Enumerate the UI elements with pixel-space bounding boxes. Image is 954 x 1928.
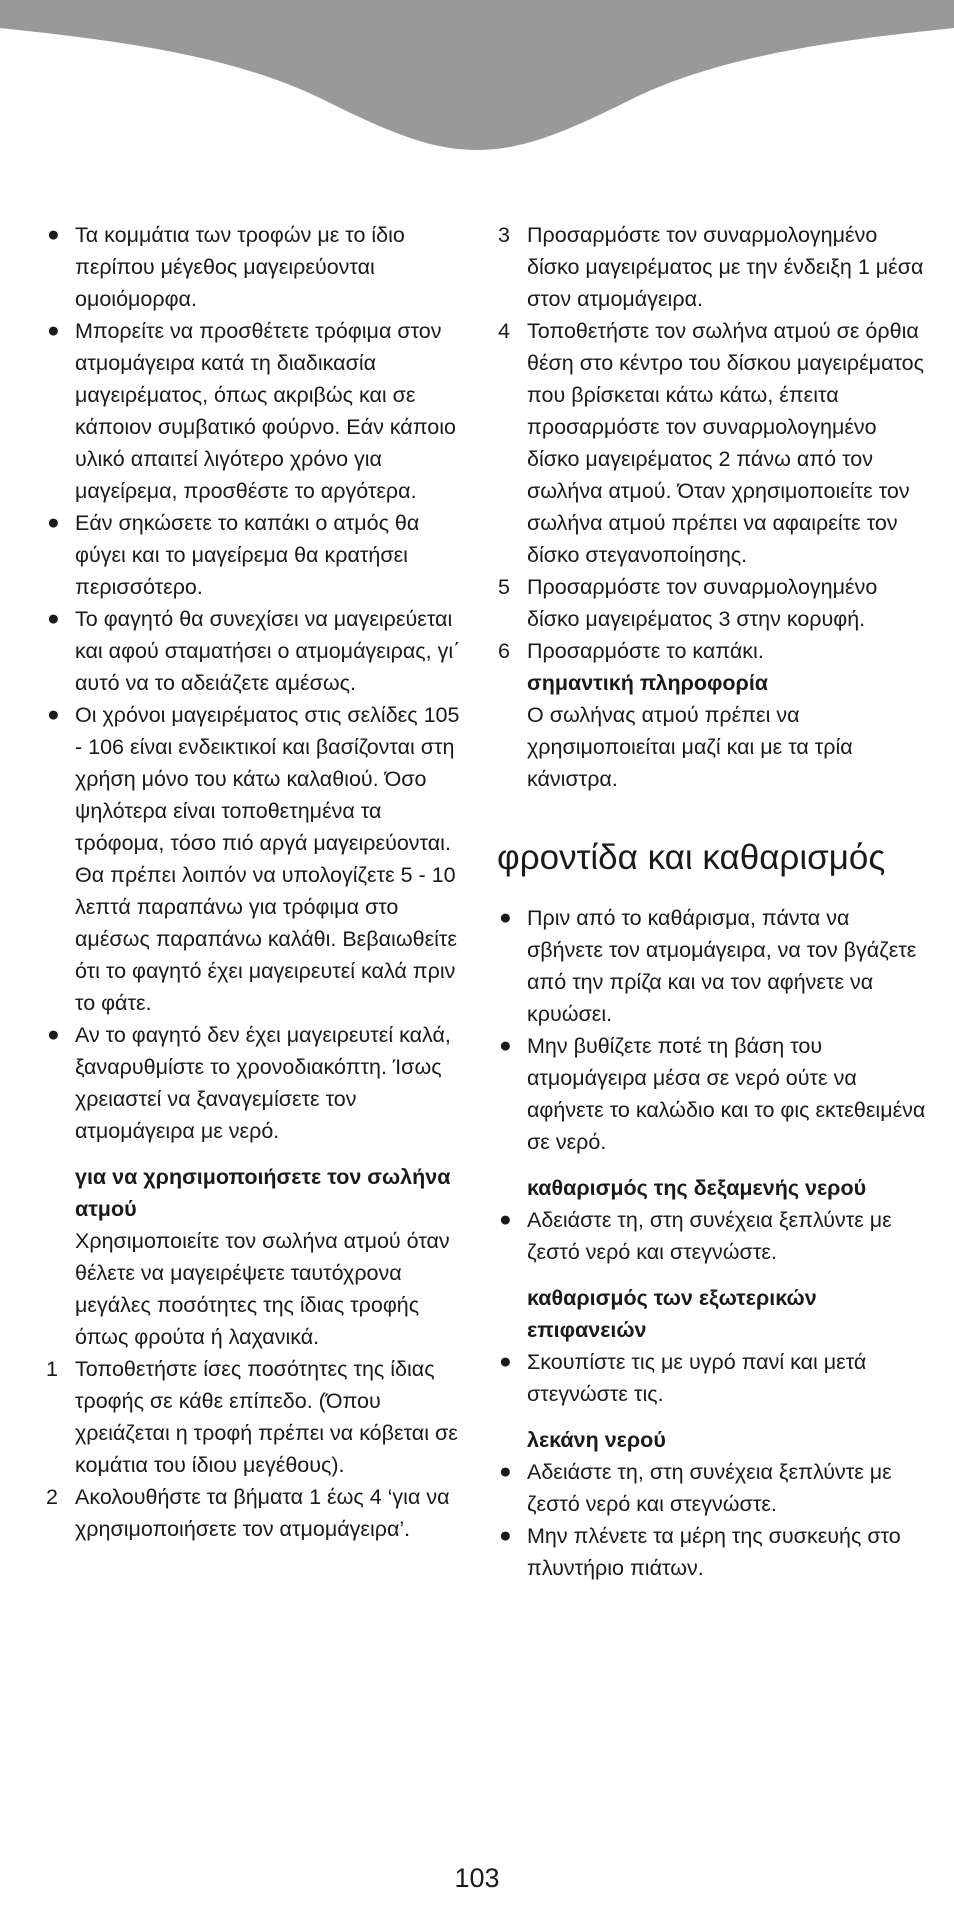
- list-item: [497, 902, 927, 1030]
- exterior-heading: καθαρισμός των εξωτερικών επιφανειών: [527, 1286, 817, 1342]
- tank-bullet-list: [497, 1204, 927, 1268]
- important-heading: σημαντική πληροφορία: [527, 671, 769, 695]
- list-item: [45, 219, 465, 315]
- right-column: [497, 219, 927, 1584]
- list-item: [497, 1456, 927, 1520]
- step-item: [497, 571, 927, 635]
- left-step-list: [45, 1353, 465, 1545]
- list-item: [45, 507, 465, 603]
- step-text: Τοποθετήστε ίσες ποσότητες της ίδιας τροφής σε κάθε επίπεδο. (Όπου χρειάζεται η τροφή πρέπει να κόβεται σε κομάτια του ίδιου μεγέθους).: [75, 1357, 458, 1477]
- step-text: Προσαρμόστε το καπάκι.: [527, 639, 764, 663]
- bullet-icon: ●: [499, 1208, 512, 1231]
- step-item: [497, 219, 927, 315]
- list-item-text: Μπορείτε να προσθέτετε τρόφιμα στον ατμομάγειρα κατά τη διαδικασία μαγειρέματος, όπως ακριβώς και σε κάποιον συμβατικό φούρνο. Εάν κάποιο υλικό απαιτεί λιγότερο χρόνο για μαγείρεμα, προσθέστε το αργότερα.: [75, 319, 456, 503]
- care-section-title: φροντίδα και καθαρισμός: [497, 838, 886, 877]
- list-item-text: Αν το φαγητό δεν έχει μαγειρευτεί καλά, ξαναρυθμίστε το χρονοδιακόπτη. Ίσως χρειαστεί να ξαναγεμίσετε τον ατμομάγειρα με νερό.: [75, 1023, 451, 1143]
- important-text: Ο σωλήνας ατμού πρέπει να χρησιμοποιείται μαζί και με τα τρία κάνιστρα.: [527, 703, 853, 791]
- left-column: [45, 219, 465, 1545]
- care-bullet-list: [497, 902, 927, 1158]
- list-item-text: Αδειάστε τη, στη συνέχεια ξεπλύντε με ζεστό νερό και στεγνώστε.: [527, 1208, 892, 1264]
- bullet-icon: ●: [499, 906, 512, 929]
- list-item-text: Το φαγητό θα συνεχίσει να μαγειρεύεται και αφού σταματήσει ο ατμομάγειρας, γι΄ αυτό να το αδειάζετε αμέσως.: [75, 607, 461, 695]
- bullet-icon: ●: [47, 511, 60, 534]
- list-item-text: Αδειάστε τη, στη συνέχεια ξεπλύντε με ζεστό νερό και στεγνώστε.: [527, 1460, 892, 1516]
- step-number: 5: [498, 575, 510, 599]
- step-item: [45, 1481, 465, 1545]
- bullet-icon: ●: [47, 1023, 60, 1046]
- step-number: 2: [46, 1485, 58, 1509]
- page-number: 103: [454, 1863, 500, 1893]
- step-text: Προσαρμόστε τον συναρμολογημένο δίσκο μαγειρέματος 3 στην κορυφή.: [527, 575, 878, 631]
- step-number: 1: [46, 1357, 58, 1381]
- step-number: 6: [498, 639, 510, 663]
- bullet-icon: ●: [47, 703, 60, 726]
- bowl-bullet-list: [497, 1456, 927, 1584]
- steam-tube-heading: για να χρησιμοποιήσετε τον σωλήνα ατμού: [75, 1165, 451, 1221]
- list-item: [497, 1204, 927, 1268]
- step-text: Τοποθετήστε τον σωλήνα ατμού σε όρθια θέση στο κέντρο του δίσκου μαγειρέματος που βρίσκεται κάτω κάτω, έπειτα προσαρμόστε τον συναρμολογημένο δίσκο μαγειρέματος 2 πάνω από τον σωλήνα ατμού. Όταν χρησιμοποιείτε τον σωλήνα ατμού πρέπει να αφαιρείτε τον δίσκο στεγανοποίησης.: [527, 319, 925, 567]
- list-item-text: Σκουπίστε τις με υγρό πανί και μετά στεγνώστε τις.: [527, 1350, 867, 1406]
- list-item: [45, 603, 465, 699]
- bullet-icon: ●: [499, 1524, 512, 1547]
- list-item: [45, 1019, 465, 1147]
- step-text: Ακολουθήστε τα βήματα 1 έως 4 ‘για να χρησιμοποιήσετε τον ατμομάγειρα’.: [75, 1485, 450, 1541]
- right-step-list: [497, 219, 927, 667]
- exterior-bullet-list: [497, 1346, 927, 1410]
- bullet-icon: ●: [47, 607, 60, 630]
- list-item-text: Εάν σηκώσετε το καπάκι ο ατμός θα φύγει και το μαγείρεμα θα κρατήσει περισσότερο.: [75, 511, 420, 599]
- steam-tube-intro: Χρησιμοποιείτε τον σωλήνα ατμού όταν θέλετε να μαγειρέψετε ταυτόχρονα μεγάλες ποσότητες της ίδιας τροφής όπως φρούτα ή λαχανικά.: [75, 1229, 450, 1349]
- list-item-text: Οι χρόνοι μαγειρέματος στις σελίδες 105 - 106 είναι ενδεικτικοί και βασίζονται στη χρήση μόνο του κάτω καλαθιού. Όσο ψηλότερα είναι τοποθετημένα τα τρόφομα, τόσο πιό αργά μαγειρεύονται. Θα πρέπει λοιπόν να υπολογίζετε 5 - 10 λεπτά παραπάνω για τρόφιμα στο αμέσως παραπάνω καλάθι. Βεβαιωθείτε ότι το φαγητό έχει μαγειρευτεί καλά πριν το φάτε.: [75, 703, 460, 1015]
- list-item-text: Τα κομμάτια των τροφών με το ίδιο περίπου μέγεθος μαγειρεύονται ομοιόμορφα.: [75, 223, 405, 311]
- step-item: [45, 1353, 465, 1481]
- tank-heading: καθαρισμός της δεξαμενής νερού: [527, 1176, 867, 1200]
- step-item: [497, 315, 927, 571]
- step-number: 4: [498, 319, 510, 343]
- list-item-text: Μην πλένετε τα μέρη της συσκευής στο πλυντήριο πιάτων.: [527, 1524, 901, 1580]
- list-item: [497, 1030, 927, 1158]
- list-item: [45, 315, 465, 507]
- bullet-icon: ●: [499, 1034, 512, 1057]
- bullet-icon: ●: [499, 1350, 512, 1373]
- step-item: [497, 635, 927, 667]
- bullet-icon: ●: [47, 319, 60, 342]
- step-number: 3: [498, 223, 510, 247]
- list-item: [497, 1520, 927, 1584]
- list-item: [497, 1346, 927, 1410]
- list-item-text: Πριν από το καθάρισμα, πάντα να σβήνετε τον ατμομάγειρα, να τον βγάζετε από την πρίζα και να τον αφήνετε να κρυώσει.: [527, 906, 917, 1026]
- bullet-icon: ●: [47, 223, 60, 246]
- decorative-header-band: [0, 0, 954, 160]
- list-item: [45, 699, 465, 1019]
- list-item-text: Μην βυθίζετε ποτέ τη βάση του ατμομάγειρα μέσα σε νερό ούτε να αφήνετε το καλώδιο και το φις εκτεθειμένα σε νερό.: [527, 1034, 926, 1154]
- left-bullet-list: [45, 219, 465, 1147]
- step-text: Προσαρμόστε τον συναρμολογημένο δίσκο μαγειρέματος με την ένδειξη 1 μέσα στον ατμομάγειρα.: [527, 223, 924, 311]
- bullet-icon: ●: [499, 1460, 512, 1483]
- bowl-heading: λεκάνη νερού: [527, 1428, 666, 1452]
